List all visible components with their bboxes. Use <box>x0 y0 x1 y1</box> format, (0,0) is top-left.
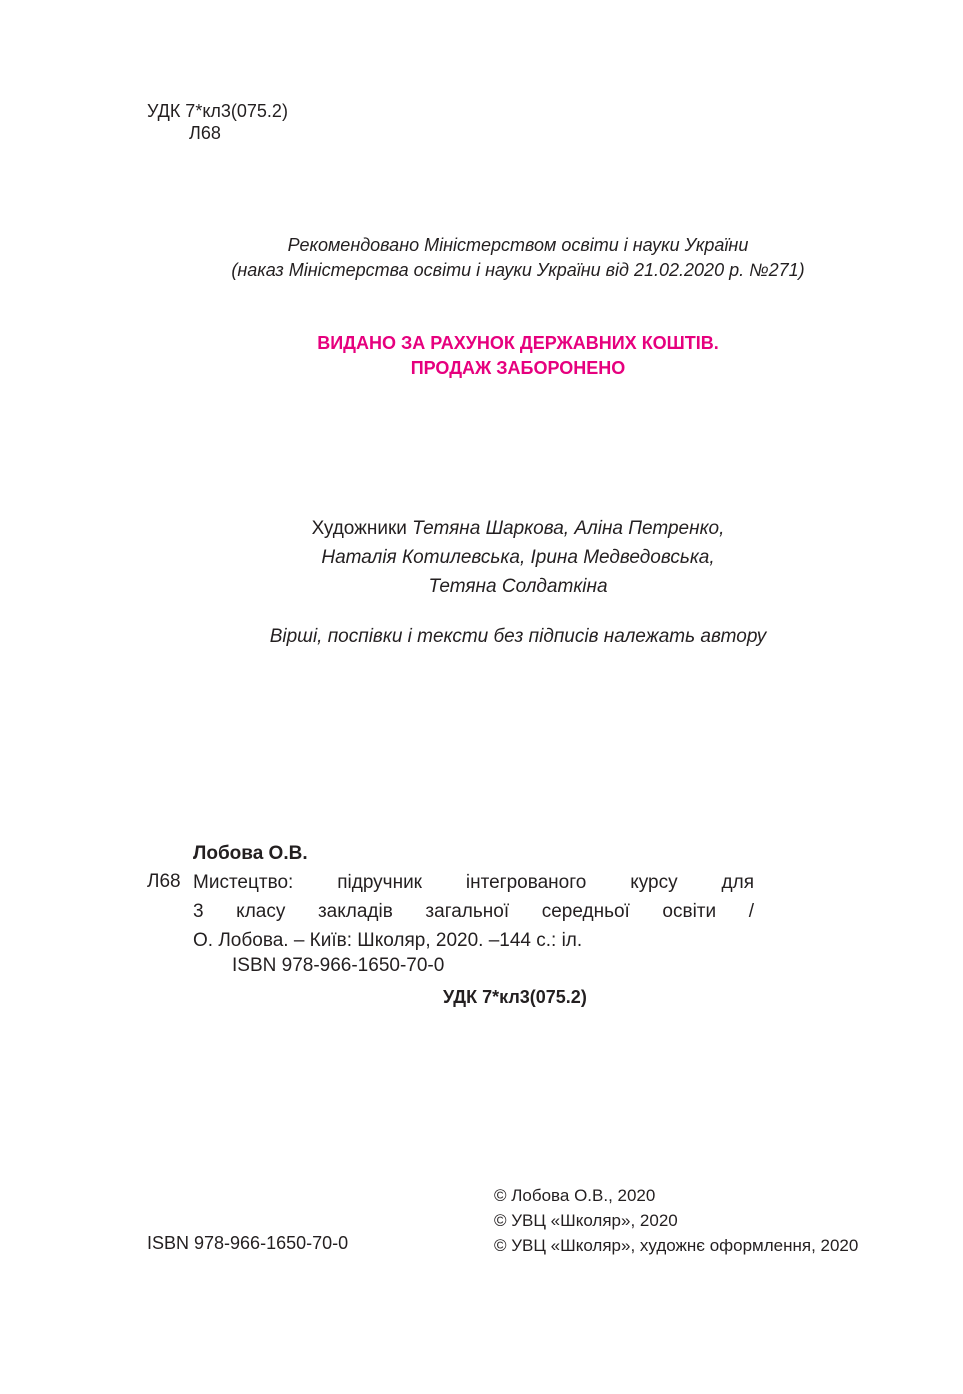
copyright-line: © УВЦ «Школяр», художнє оформлення, 2020 <box>494 1236 859 1255</box>
free-notice-line-2: ПРОДАЖ ЗАБОРОНЕНО <box>410 358 626 378</box>
free-distribution-notice <box>0 331 963 381</box>
catalog-description <box>193 868 754 955</box>
artists-credit <box>0 514 963 601</box>
artists-names-line-3: Тетяна Солдаткіна <box>428 576 608 597</box>
copyright-line: © УВЦ «Школяр», 2020 <box>494 1211 678 1230</box>
catalog-udk: УДК 7*кл3(075.2) <box>443 987 587 1007</box>
copyright-line: © Лобова О.В., 2020 <box>494 1186 656 1205</box>
copyright-block <box>494 1183 858 1258</box>
artists-names-line-1: Тетяна Шаркова, Аліна Петренко, <box>412 518 725 539</box>
author-mark: Л68 <box>189 123 221 143</box>
ministry-recommendation <box>0 233 963 283</box>
catalog-author: Лобова О.В. <box>193 843 308 864</box>
artists-label: Художники <box>311 518 413 539</box>
catalog-line-2: 3 класу закладів загальної середньої освіти / <box>193 901 754 922</box>
recommendation-line-2: (наказ Міністерства освіти і науки України від 21.02.2020 р. №271) <box>231 260 805 280</box>
catalog-code: Л68 <box>147 871 181 892</box>
free-notice-line-1: ВИДАНО ЗА РАХУНОК ДЕРЖАВНИХ КОШТІВ. <box>317 333 719 353</box>
udk-header <box>147 100 288 144</box>
poems-authorship-note: Вірші, поспівки і тексти без підписів належать автору <box>269 626 767 647</box>
artists-names-line-2: Наталія Котилевська, Ірина Медведовська, <box>321 547 715 568</box>
udk-code: УДК 7*кл3(075.2) <box>147 101 288 121</box>
catalog-line-1: Мистецтво: підручник інтегрованого курсу для <box>193 872 754 893</box>
catalog-isbn: ISBN 978-966-1650-70-0 <box>232 955 445 976</box>
recommendation-line-1: Рекомендовано Міністерством освіти і науки України <box>287 235 749 255</box>
isbn-footer: ISBN 978-966-1650-70-0 <box>147 1233 349 1253</box>
catalog-line-3: О. Лобова. – Київ: Школяр, 2020. –144 с.: іл. <box>193 930 583 951</box>
